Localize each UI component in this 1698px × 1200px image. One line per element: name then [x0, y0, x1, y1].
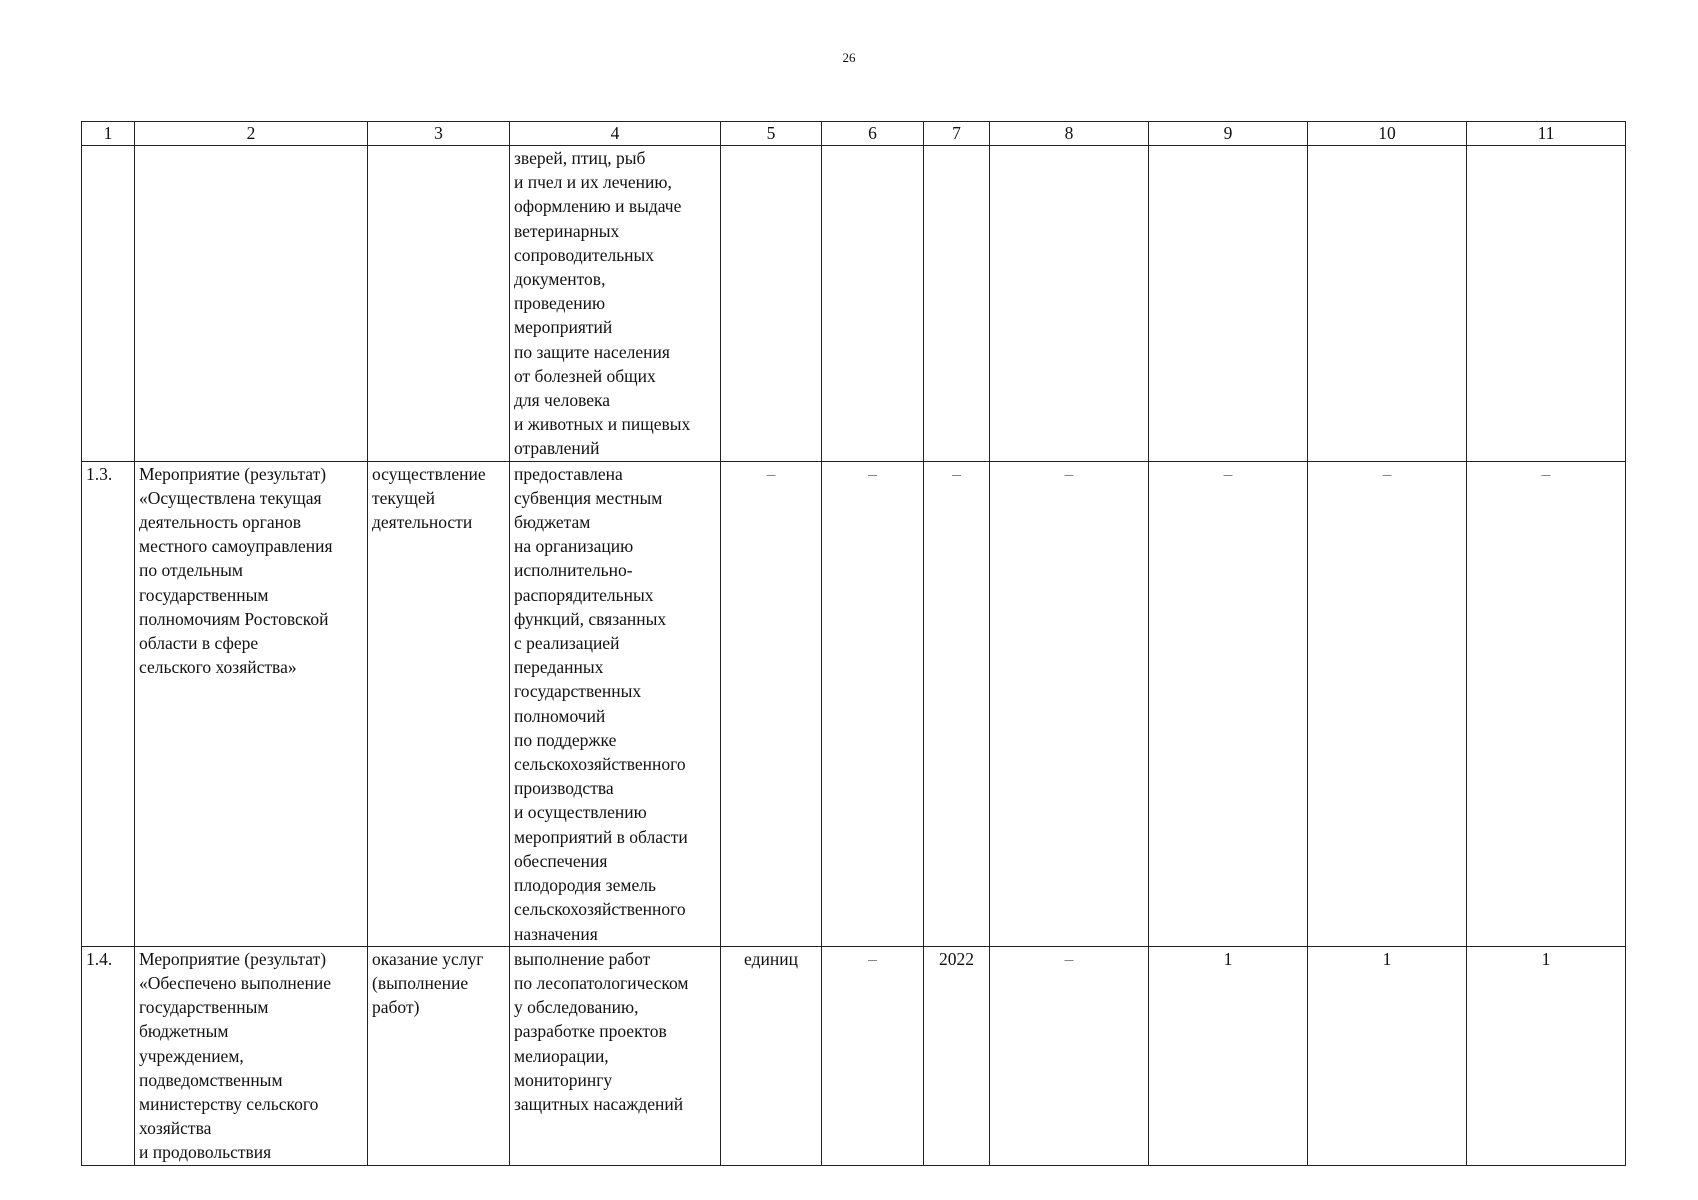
characteristic-cell: выполнение работ по лесопатологическом у обследованию, разработке проектов мелиорации, мониторингу защитных насаждений [510, 946, 721, 1165]
column-number: 7 [924, 122, 990, 146]
row-number-cell [82, 146, 135, 462]
base-year-cell: 2022 [924, 946, 990, 1165]
column-number: 4 [510, 122, 721, 146]
value-cell: – [1308, 461, 1467, 946]
characteristic-cell: зверей, птиц, рыб и пчел и их лечению, оформлению и выдаче ветеринарных сопроводительных документов, проведению мероприятий по защите населения от болезней общих для человека и животных и пищевых отравлений [510, 146, 721, 462]
column-number: 10 [1308, 122, 1467, 146]
column-number: 3 [368, 122, 510, 146]
value-cell: 1 [1149, 946, 1308, 1165]
column-number: 8 [990, 122, 1149, 146]
unit-cell: единиц [721, 946, 822, 1165]
page-number: 26 [842, 50, 856, 65]
measure-name-cell [135, 146, 368, 462]
column-number: 1 [82, 122, 135, 146]
value-cell: 1 [1467, 946, 1626, 1165]
table-row [82, 146, 1626, 462]
value-cell: – [1149, 461, 1308, 946]
unit-cell [721, 146, 822, 462]
measure-name-cell: Мероприятие (результат) «Обеспечено выполнение государственным бюджетным учреждением, подведомственным министерству сельского хозяйства и продовольствия [135, 946, 368, 1165]
value-cell: – [990, 461, 1149, 946]
value-cell [1308, 146, 1467, 462]
value-cell: – [1467, 461, 1626, 946]
column-number: 2 [135, 122, 368, 146]
base-value-cell: – [822, 946, 924, 1165]
column-number: 9 [1149, 122, 1308, 146]
value-cell: 1 [1308, 946, 1467, 1165]
column-number: 11 [1467, 122, 1626, 146]
unit-cell: – [721, 461, 822, 946]
base-year-cell [924, 146, 990, 462]
plan-table [81, 121, 1626, 1166]
table-row [82, 461, 1626, 946]
measure-type-cell: осуществление текущей деятельности [368, 461, 510, 946]
value-cell: – [990, 946, 1149, 1165]
base-value-cell [822, 146, 924, 462]
value-cell [990, 146, 1149, 462]
base-value-cell: – [822, 461, 924, 946]
measure-type-cell [368, 146, 510, 462]
column-number: 6 [822, 122, 924, 146]
column-numbers-row [82, 122, 1626, 146]
value-cell [1149, 146, 1308, 462]
measure-name-cell: Мероприятие (результат) «Осуществлена текущая деятельность органов местного самоуправления по отдельным государственным полномочиям Ростовской области в сфере сельского хозяйства» [135, 461, 368, 946]
characteristic-cell: предоставлена субвенция местным бюджетам на организацию исполнительно- распорядительных функций, связанных с реализацией переданных государственных полномочий по поддержке сельскохозяйственного производства и осуществлению мероприятий в области обеспечения плодородия земель сельскохозяйственного назначения [510, 461, 721, 946]
value-cell [1467, 146, 1626, 462]
base-year-cell: – [924, 461, 990, 946]
row-number-cell: 1.3. [82, 461, 135, 946]
row-number-cell: 1.4. [82, 946, 135, 1165]
measure-type-cell: оказание услуг (выполнение работ) [368, 946, 510, 1165]
column-number: 5 [721, 122, 822, 146]
table-row [82, 946, 1626, 1165]
